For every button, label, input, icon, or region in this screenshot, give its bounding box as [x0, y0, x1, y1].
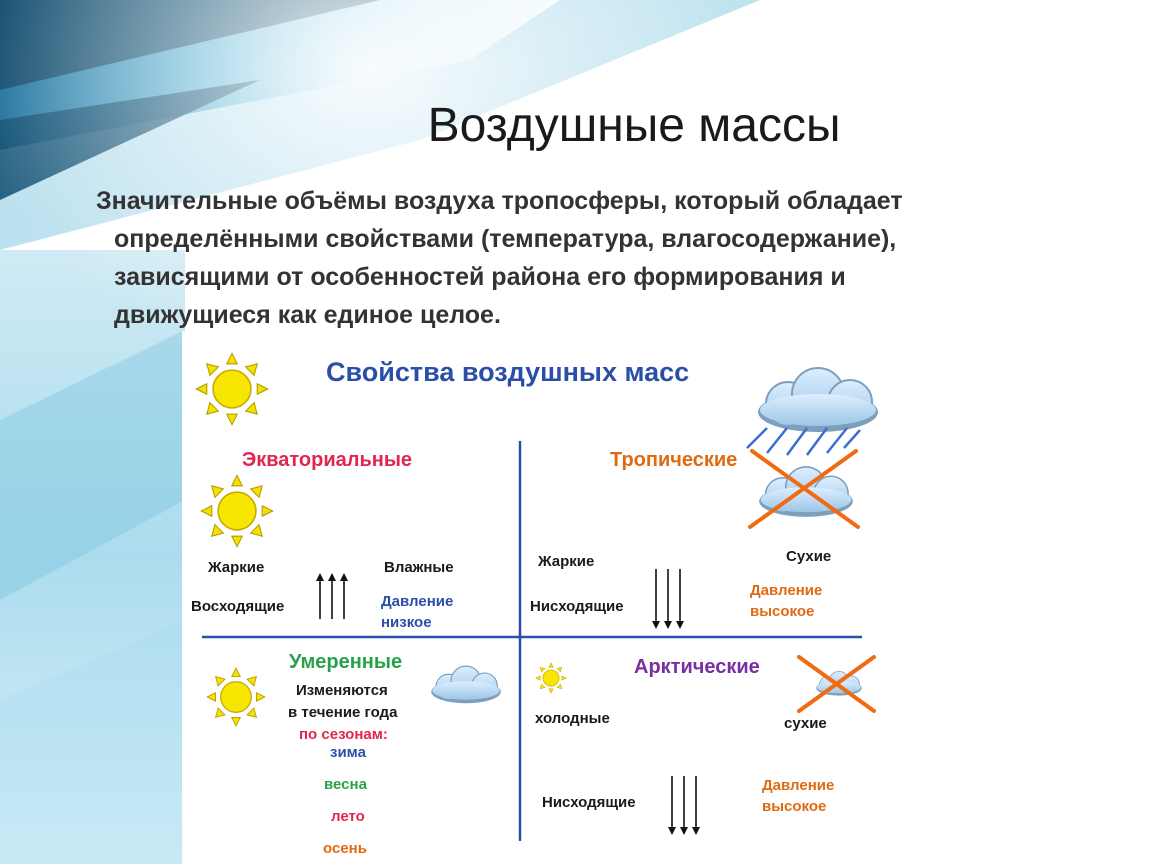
air-mass-properties-diagram: [182, 331, 892, 864]
arctic-pressure-label: Давление: [762, 777, 835, 794]
season-winter: зима: [330, 744, 366, 761]
arctic-title: Арктические: [634, 656, 760, 678]
slide-title: Воздушные массы: [427, 99, 841, 152]
tropical-pressure-value: высокое: [750, 603, 815, 620]
arctic-prop-descending: Нисходящие: [542, 794, 636, 811]
downward-arrows-icon: [672, 776, 696, 831]
temperate-title: Умеренные: [289, 651, 403, 673]
tropical-prop-dry: Сухие: [786, 548, 832, 565]
tropical-pressure-label: Давление: [750, 582, 823, 599]
sun-icon: [536, 663, 567, 694]
downward-arrows-icon: [656, 569, 680, 625]
equatorial-prop-hot: Жаркие: [208, 559, 265, 576]
definition-line: зависящими от особенностей района его формирования и: [114, 263, 846, 291]
season-autumn: осень: [323, 840, 367, 857]
temperate-desc-line2: в течение года: [288, 704, 398, 721]
equatorial-pressure-label: Давление: [381, 593, 454, 610]
upward-arrows-icon: [320, 577, 344, 619]
rain-icon: [747, 428, 860, 455]
cross-out-icon: [799, 657, 874, 711]
sun-icon: [196, 353, 267, 424]
tropical-title: Тропические: [610, 449, 738, 471]
equatorial-prop-humid: Влажные: [384, 559, 454, 576]
definition-text: [96, 182, 1056, 334]
season-spring: весна: [324, 776, 367, 793]
cloud-icon: [431, 666, 501, 703]
definition-line: движущиеся как единое целое.: [114, 301, 501, 329]
equatorial-title: Экваториальные: [242, 449, 413, 471]
definition-line: Значительные объёмы воздуха тропосферы, который обладает: [96, 187, 903, 215]
arctic-prop-dry: сухие: [784, 715, 827, 732]
temperate-seasons-label: по сезонам:: [299, 726, 388, 743]
arctic-pressure-value: высокое: [762, 798, 827, 815]
sun-icon: [207, 668, 265, 726]
tropical-prop-descending: Нисходящие: [530, 598, 624, 615]
definition-line: определёнными свойствами (температура, влагосодержание),: [114, 225, 897, 253]
equatorial-prop-ascending: Восходящие: [191, 598, 285, 615]
tropical-prop-hot: Жаркие: [538, 553, 595, 570]
equatorial-pressure-value: низкое: [381, 614, 432, 631]
cloud-icon: [758, 368, 878, 432]
arctic-prop-cold: холодные: [535, 710, 610, 727]
season-summer: лето: [331, 808, 365, 825]
temperate-desc-line1: Изменяются: [296, 682, 388, 699]
sun-icon: [201, 475, 272, 546]
diagram-title: Свойства воздушных масс: [326, 357, 690, 387]
